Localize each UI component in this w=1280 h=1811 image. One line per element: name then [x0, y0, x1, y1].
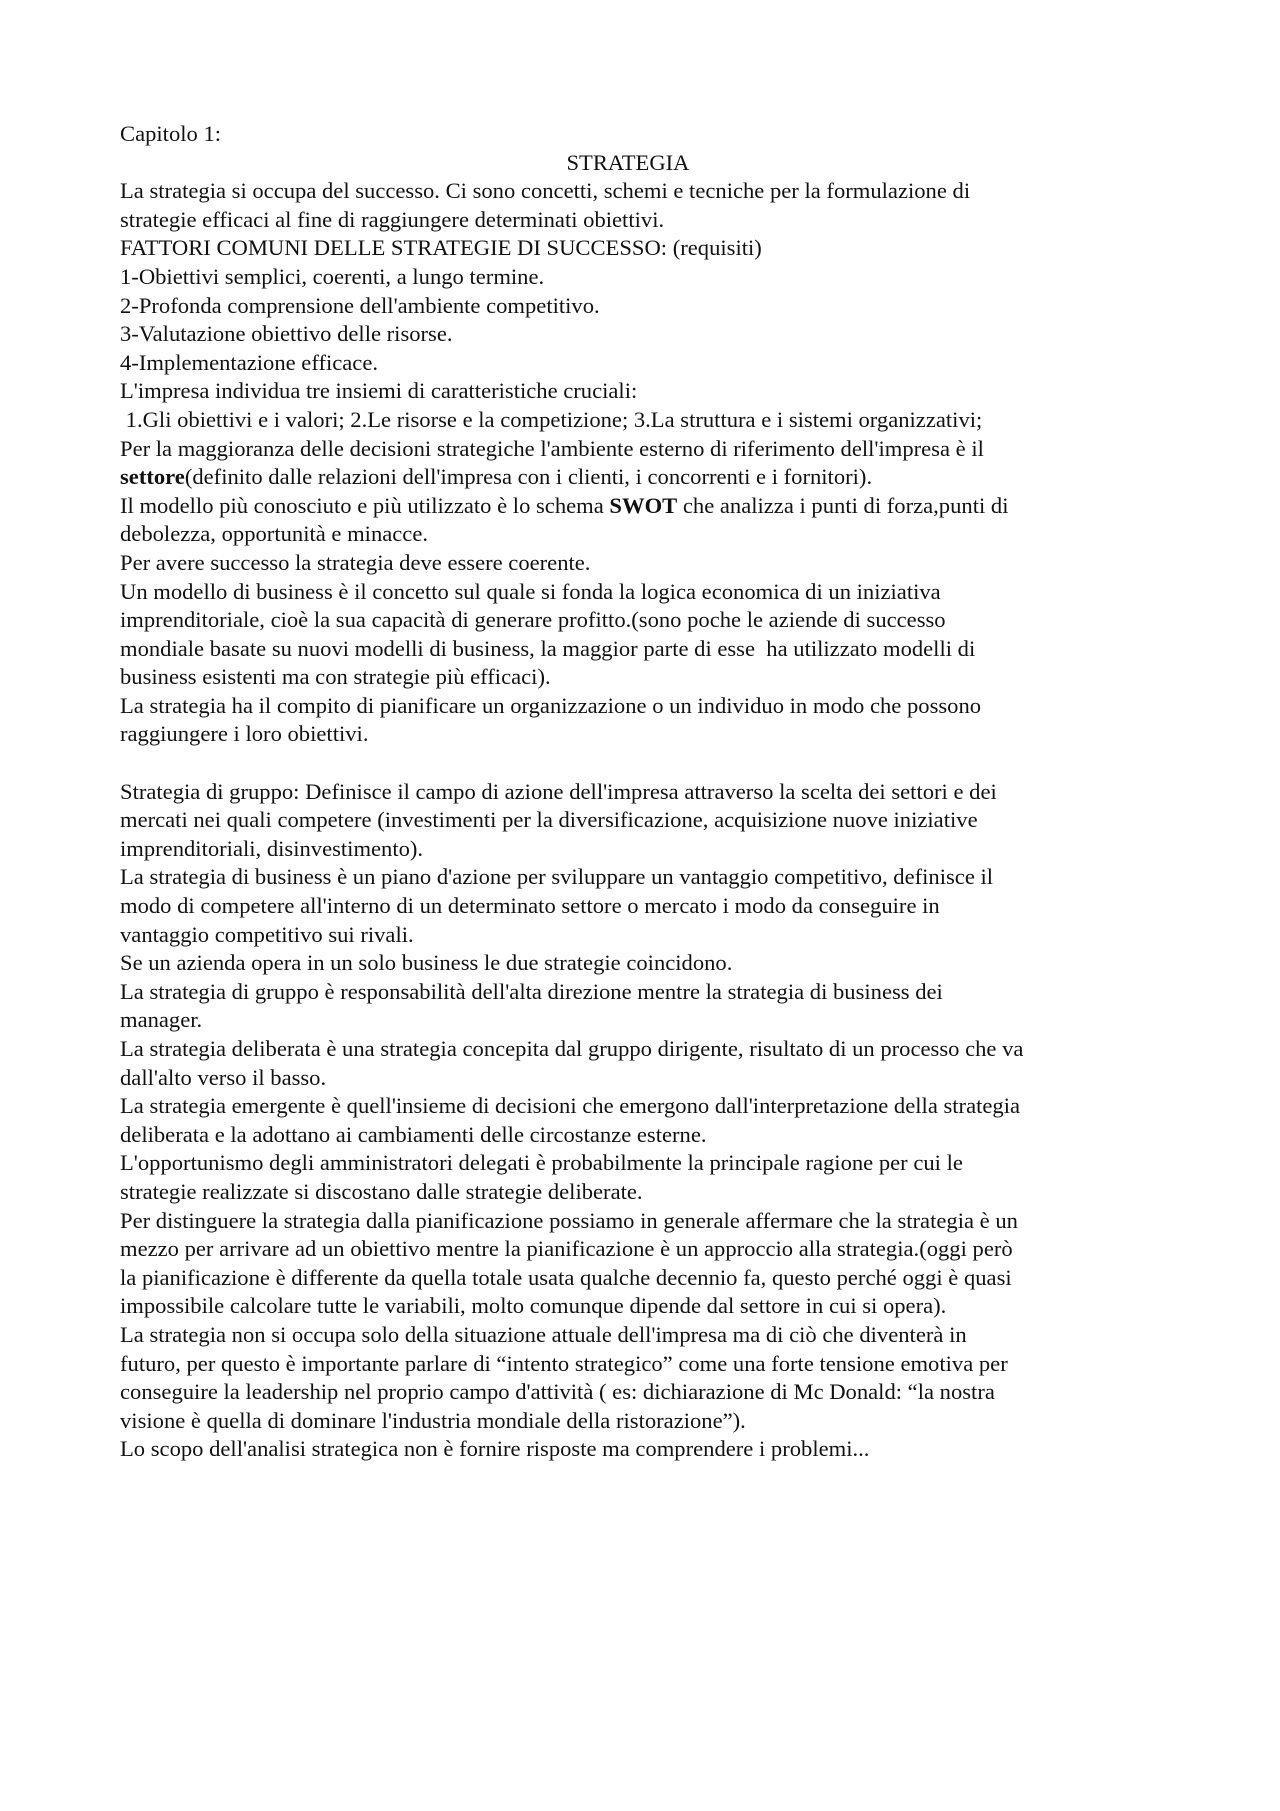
text-fragment: che analizza i punti di forza,punti di [677, 492, 1009, 518]
text-line: Per la maggioranza delle decisioni strategiche l'ambiente esterno di riferimento dell'impresa è il [120, 435, 984, 461]
list-item: 3-Valutazione obiettivo delle risorse. [120, 321, 453, 347]
text-line: La strategia si occupa del successo. Ci sono concetti, schemi e tecniche per la formulazione di [120, 178, 971, 204]
text-line: imprenditoriali, disinvestimento). [120, 835, 424, 861]
text-line: Se un azienda opera in un solo business le due strategie coincidono. [120, 950, 733, 976]
text-line: debolezza, opportunità e minacce. [120, 521, 429, 547]
text-line: La strategia ha il compito di pianificare un organizzazione o un individuo in modo che possono [120, 692, 982, 718]
text-line: Strategia di gruppo: Definisce il campo di azione dell'impresa attraverso la scelta dei settori e dei [120, 778, 997, 804]
text-line: business esistenti ma con strategie più efficaci). [120, 664, 551, 690]
text-line: strategie realizzate si discostano dalle strategie deliberate. [120, 1178, 643, 1204]
text-line: La strategia emergente è quell'insieme di decisioni che emergono dall'interpretazione della strategia [120, 1093, 1021, 1119]
document-title: STRATEGIA [566, 149, 690, 175]
chapter-heading: Capitolo 1: [120, 121, 222, 146]
text-line: futuro, per questo è importante parlare di “intento strategico” come una forte tensione emotiva per [120, 1350, 1008, 1376]
document-page [120, 120, 1180, 1464]
text-line: La strategia non si occupa solo della situazione attuale dell'impresa ma di ciò che diventerà in [120, 1321, 967, 1347]
text-line: L'impresa individua tre insiemi di caratteristiche cruciali: [120, 378, 638, 404]
text-line: 1.Gli obiettivi e i valori; 2.Le risorse e la competizione; 3.La struttura e i sistemi organizzativi; [120, 406, 983, 432]
text-line-swot [120, 492, 1180, 521]
text-line: modo di competere all'interno di un determinato settore o mercato i modo da conseguire in [120, 893, 940, 919]
text-line: La strategia di business è un piano d'azione per sviluppare un vantaggio competitivo, definisce il [120, 864, 994, 890]
text-line: Per distinguere la strategia dalla pianificazione possiamo in generale affermare che la strategia è un [120, 1207, 1018, 1233]
text-line: deliberata e la adottano ai cambiamenti delle circostanze esterne. [120, 1121, 707, 1147]
bold-term-settore: settore [120, 464, 185, 490]
text-line: raggiungere i loro obiettivi. [120, 721, 369, 747]
text-line: Lo scopo dell'analisi strategica non è fornire risposte ma comprendere i problemi... [120, 1436, 870, 1462]
text-line: Per avere successo la strategia deve essere coerente. [120, 549, 591, 575]
list-item: 2-Profonda comprensione dell'ambiente competitivo. [120, 292, 600, 318]
text-line: La strategia deliberata è una strategia concepita dal gruppo dirigente, risultato di un processo che va [120, 1036, 1024, 1061]
text-line: conseguire la leadership nel proprio campo d'attività ( es: dichiarazione di Mc Donald: “la nostra [120, 1379, 995, 1405]
text-line: la pianificazione è differente da quella totale usata qualche decennio fa, questo perché oggi è quasi [120, 1264, 1012, 1290]
text-fragment: (definito dalle relazioni dell'impresa con i clienti, i concorrenti e i fornitori). [184, 464, 873, 490]
text-line: mondiale basate su nuovi modelli di business, la maggior parte di esse ha utilizzato modelli di [120, 635, 976, 661]
text-fragment: Il modello più conosciuto e più utilizzato è lo schema [120, 492, 610, 518]
text-line: visione è quella di dominare l'industria mondiale della ristorazione”). [120, 1407, 746, 1433]
text-line: vantaggio competitivo sui rivali. [120, 921, 414, 947]
text-line: imprenditoriale, cioè la sua capacità di generare profitto.(sono poche le aziende di successo [120, 607, 946, 633]
text-line-settore [120, 463, 1180, 492]
list-item: 1-Obiettivi semplici, coerenti, a lungo termine. [120, 263, 545, 289]
list-item: 4-Implementazione efficace. [120, 349, 379, 375]
text-line: manager. [120, 1007, 203, 1033]
text-line: mercati nei quali competere (investimenti per la diversificazione, acquisizione nuove iniziative [120, 807, 978, 833]
paragraph-gap [120, 749, 1180, 778]
text-line: L'opportunismo degli amministratori delegati è probabilmente la principale ragione per cui le [120, 1150, 963, 1176]
text-line: dall'alto verso il basso. [120, 1064, 327, 1090]
bold-term-swot: SWOT [609, 492, 678, 518]
text-line: impossibile calcolare tutte le variabili, molto comunque dipende dal settore in cui si opera). [120, 1293, 947, 1319]
text-line: La strategia di gruppo è responsabilità dell'alta direzione mentre la strategia di business dei [120, 978, 943, 1004]
text-line: strategie efficaci al fine di raggiungere determinati obiettivi. [120, 206, 665, 232]
text-line: mezzo per arrivare ad un obiettivo mentre la pianificazione è un approccio alla strategia.(oggi però [120, 1236, 1013, 1262]
section-heading: FATTORI COMUNI DELLE STRATEGIE DI SUCCESSO: (requisiti) [120, 235, 762, 261]
text-line: Un modello di business è il concetto sul quale si fonda la logica economica di un iniziativa [120, 578, 941, 604]
